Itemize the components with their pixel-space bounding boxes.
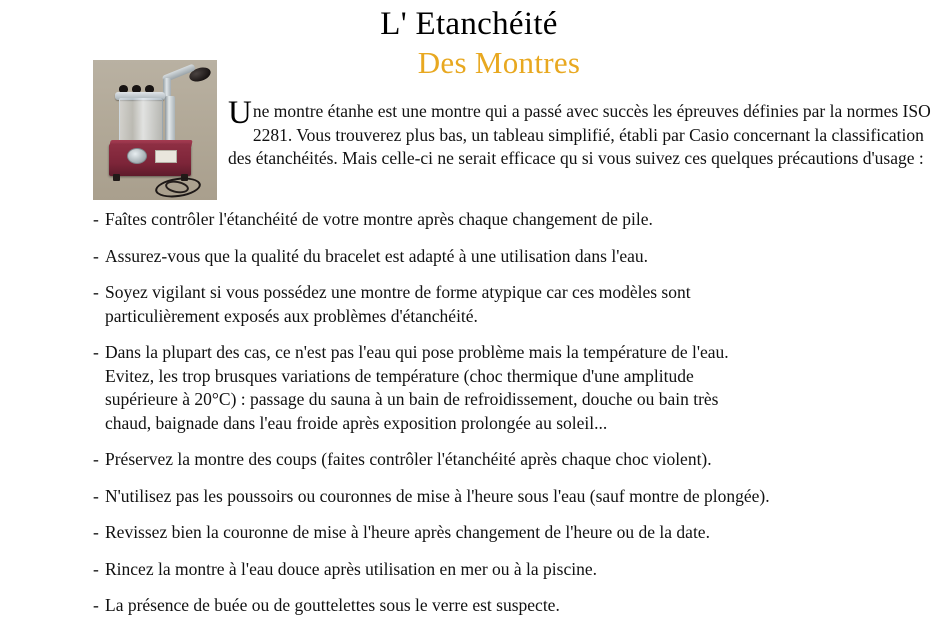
list-item bbox=[93, 558, 938, 582]
machine-label bbox=[155, 150, 177, 163]
precautions-list bbox=[93, 208, 938, 631]
photo-background bbox=[93, 60, 217, 200]
water-resistance-tester-photo bbox=[93, 60, 217, 200]
page-title: L' Etanchéité bbox=[380, 6, 558, 42]
list-item bbox=[93, 485, 938, 509]
list-item bbox=[93, 208, 938, 232]
list-item-line: Assurez-vous que la qualité du bracelet est adapté à une utilisation dans l'eau. bbox=[105, 245, 649, 266]
machine-base bbox=[109, 144, 191, 176]
list-item-line: Dans la plupart des cas, ce n'est pas l'eau qui pose problème mais la température de l'eau. bbox=[105, 342, 729, 362]
list-item-line: Soyez vigilant si vous possédez une montre de forme atypique car ces modèles sont bbox=[105, 282, 691, 302]
bullet-marker: - bbox=[93, 558, 99, 579]
bullet-marker: - bbox=[93, 209, 99, 229]
list-item bbox=[93, 448, 938, 472]
intro-text: ne montre étanhe est une montre qui a passé avec succès les épreuves définies par la normes ISO 2281. Vous trouverez plus bas, un tableau simplifié, établi par Casio concernant la classification des étanchéités. Mais celle-ci ne serait efficace qu si vous suivez ces quelques précautions d'usage : bbox=[228, 101, 931, 168]
list-item-line: supérieure à 20°C) : passage du sauna à un bain de refroidissement, douche ou bain très bbox=[105, 389, 719, 409]
pressure-gauge-icon bbox=[127, 148, 147, 164]
list-item bbox=[93, 341, 938, 435]
bullet-marker: - bbox=[93, 522, 99, 542]
glass-cylinder bbox=[119, 98, 163, 144]
bullet-marker: - bbox=[93, 342, 99, 362]
drop-cap: U bbox=[228, 95, 252, 131]
list-item bbox=[93, 521, 938, 545]
list-item bbox=[93, 594, 938, 618]
bullet-marker: - bbox=[93, 245, 99, 266]
piston-rod bbox=[165, 96, 175, 146]
list-item-line: particulièrement exposés aux problèmes d'étanchéité. bbox=[105, 305, 478, 326]
list-item bbox=[93, 245, 938, 269]
page-subtitle: Des Montres bbox=[417, 45, 581, 80]
intro-paragraph bbox=[228, 95, 933, 171]
list-item-line: Rincez la montre à l'eau douce après utilisation en mer ou à la piscine. bbox=[105, 558, 597, 579]
bullet-marker: - bbox=[93, 449, 99, 469]
bullet-marker: - bbox=[93, 282, 99, 302]
machine-foot-left bbox=[113, 174, 120, 181]
list-item-line: Préservez la montre des coups (faites contrôler l'étanchéité après chaque choc violent). bbox=[105, 449, 712, 469]
list-item-line: N'utilisez pas les poussoirs ou couronnes de mise à l'heure sous l'eau (sauf montre de plongée). bbox=[105, 485, 770, 506]
list-item-line: La présence de buée ou de gouttelettes sous le verre est suspecte. bbox=[105, 595, 560, 615]
list-item-line: chaud, baignade dans l'eau froide après exposition prolongée au soleil... bbox=[105, 412, 608, 433]
list-item-line: Revissez bien la couronne de mise à l'heure après changement de l'heure ou de la date. bbox=[105, 522, 710, 542]
list-item bbox=[93, 281, 938, 328]
bullet-marker: - bbox=[93, 485, 99, 506]
bullet-marker: - bbox=[93, 595, 99, 615]
list-item-line: Evitez, les trop brusques variations de température (choc thermique d'une amplitude bbox=[105, 365, 694, 386]
list-item-line: Faîtes contrôler l'étanchéité de votre montre après chaque changement de pile. bbox=[105, 209, 653, 229]
